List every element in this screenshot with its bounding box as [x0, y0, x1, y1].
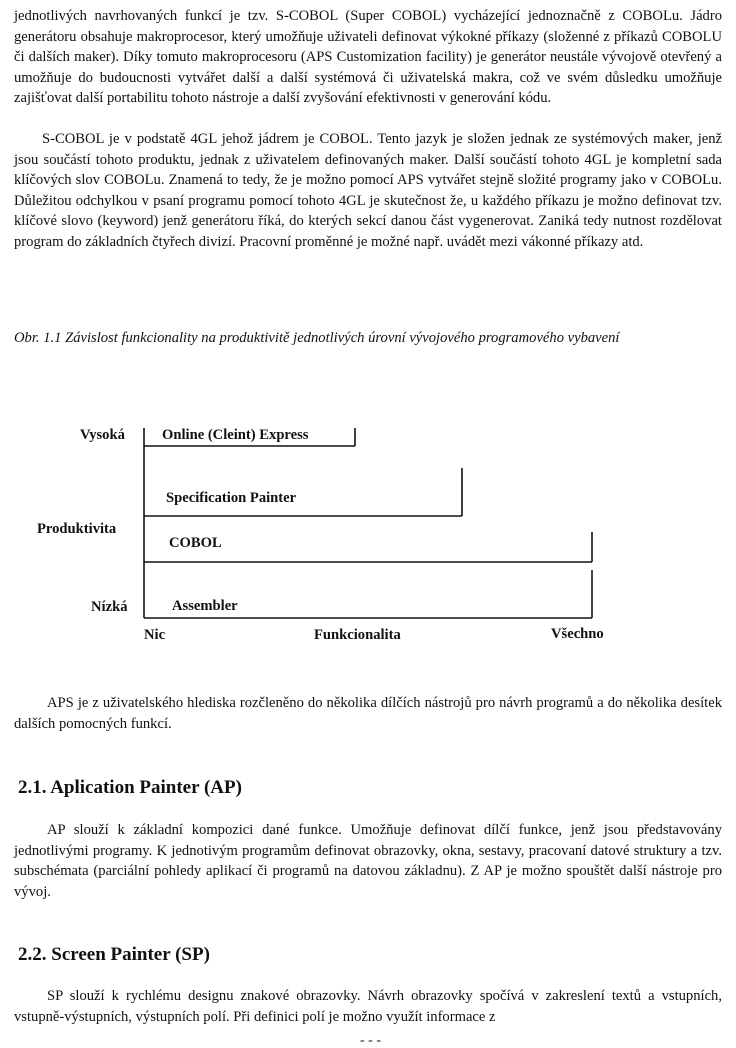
x-axis-start-label: Nic — [144, 627, 166, 643]
x-axis-title: Funkcionalita — [314, 627, 401, 643]
section-heading-screen-painter: 2.2. Screen Painter (SP) — [18, 944, 210, 965]
level-label-cobol: COBOL — [169, 535, 222, 551]
paragraph-aps-overview: APS je z uživatelského hlediska rozčleněno do několika dílčích nástrojů pro návrh programů a do několika desítek dalších pomocných funkcí. — [14, 695, 722, 732]
section-heading-aplication-painter: 2.1. Aplication Painter (AP) — [18, 777, 242, 798]
level-label-assembler: Assembler — [172, 598, 238, 614]
figure-caption: Obr. 1.1 Závislost funkcionality na produktivitě jednotlivých úrovní vývojového programového vybavení — [14, 330, 620, 346]
paragraph-aplication-painter: AP slouží k základní kompozici dané funkce. Umožňuje definovat dílčí funkce, jenž jsou představovány jednotlivými programy. K jednotivým programům definovat obrazovky, okna, sestavy, pracovaní datové struktury a tzv. subschémata (parciální pohledy aplikací či programů na datovou základnu). Z AP je možno spouštět další nástroje pro vývoj. — [14, 822, 722, 900]
paragraph-screen-painter: SP slouží k rychlému designu znakové obrazovky. Návrh obrazovky spočívá v zakreslení textů a vstupních, vstupně-výstupních, výstupních polí. Při definici polí je možno využít informace z — [14, 988, 722, 1025]
page-number: - - - — [360, 1033, 381, 1048]
level-label-online-express: Online (Cleint) Express — [162, 427, 309, 443]
paragraph-s-cobol: S-COBOL je v podstatě 4GL jehož jádrem je COBOL. Tento jazyk je složen jednak ze systémových maker, jenž jsou součástí tohoto produktu, jednak z uživatelem definovaných maker. Další součástí tohoto 4GL je kompletní sada klíčových slov COBOLu. Znamená to tedy, že je možno pomocí APS vytvářet stejně složité programy jako v COBOLu. Důležitou odchylkou v psaní programu pomocí tohoto 4GL je skutečnost že, u každého příkazu je možno definovat tzv. klíčové slovo (keyword) jenž generátoru říká, do kterých sekcí danou část vygenerovat. Zaniká tedy nutnost rozdělovat program do základních čtyřech divizí. Pracovní proměnné je možné např. uvádět mezi vákonné příkazy atd. — [14, 131, 722, 250]
level-label-specification-painter: Specification Painter — [166, 490, 297, 506]
y-axis-low-label: Nízká — [91, 599, 128, 615]
y-axis-title: Produktivita — [37, 521, 117, 537]
y-axis-high-label: Vysoká — [80, 427, 125, 443]
x-axis-end-label: Všechno — [551, 626, 604, 642]
productivity-functionality-diagram — [0, 410, 736, 650]
paragraph-intro: jednotlivých navrhovaných funkcí je tzv. S-COBOL (Super COBOL) vycházející jednoznačně z COBOLu. Jádro generátoru obsahuje makroprocesor, který umožňuje uživateli definovat výkokné příkazy (složenné z příkazů COBOLU či dalších maker). Díky tomuto makroprocesoru (APS Customization facility) je generátor neustále vývojově otevřený a umožňuje do budoucnosti vytvářet další a další systémová či uživatelská makra, což ve svém důsledku umožňuje zajišťovat další portabilitu tohoto nástroje a další zvyšování efektivnosti v generování kódu. — [14, 8, 722, 107]
